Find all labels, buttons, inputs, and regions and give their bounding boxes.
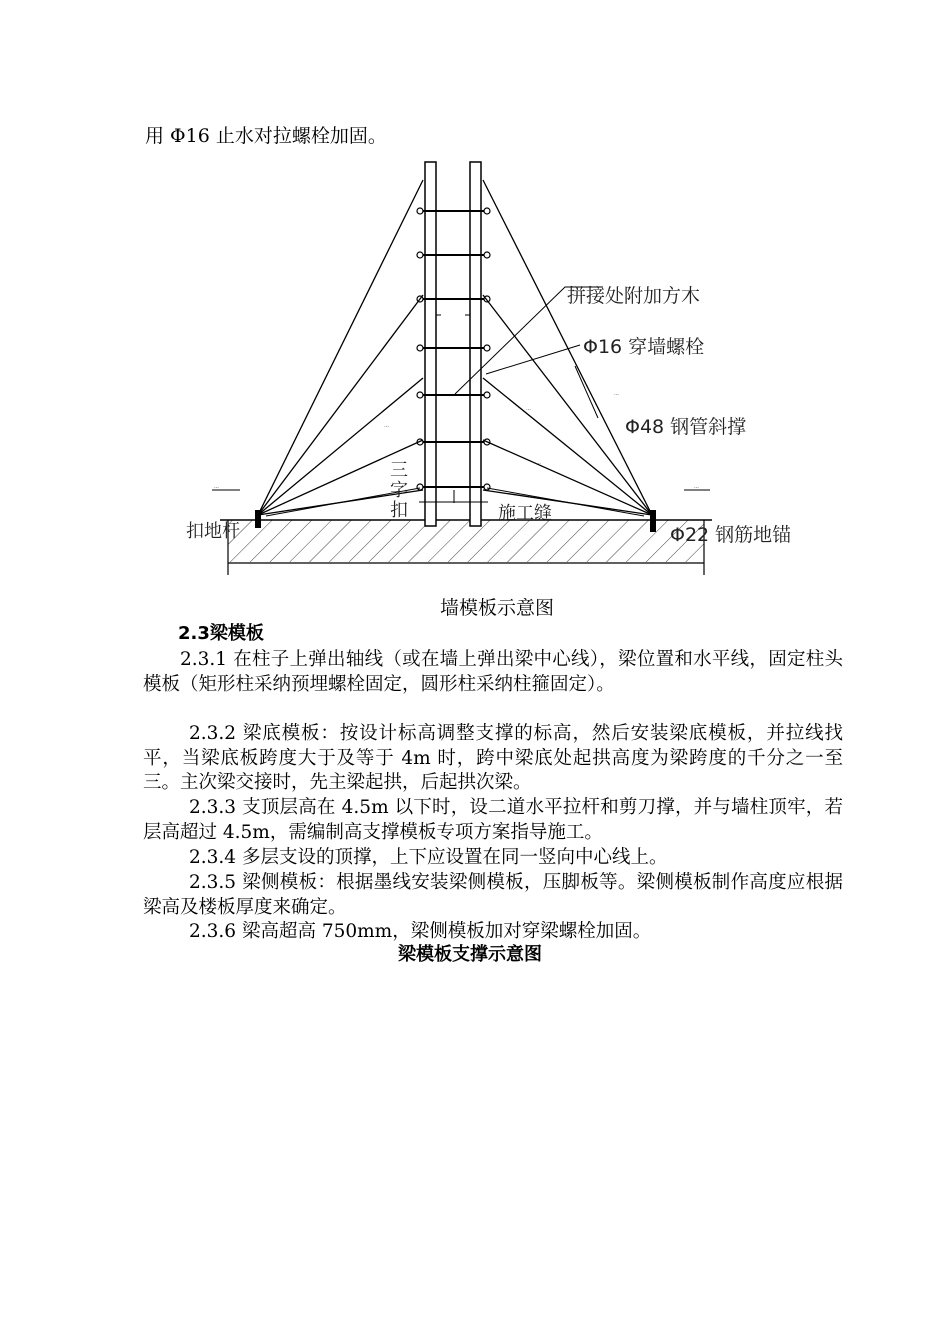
kick-bar-label: 扣地杆 — [186, 521, 240, 542]
svg-text:·-·: ·-· — [536, 461, 541, 467]
svg-text:·-·: ·-· — [614, 392, 619, 398]
paragraph-2-3-4: 2.3.4 多层支设的顶撑，上下应设置在同一竖向中心线上。 — [189, 847, 668, 868]
paragraph-2-3-6: 2.3.6 梁高超高 750mm，梁侧模板加对穿梁螺栓加固。 — [189, 921, 652, 942]
triple-clamp-label-2: 字 — [390, 480, 408, 501]
triple-clamp-label-1: 三 — [390, 460, 408, 481]
construction-joint-label: 施工缝 — [498, 503, 552, 524]
formwork-panels — [419, 162, 488, 526]
brace-label: Φ48 钢管斜撑 — [625, 416, 747, 438]
wall-formwork-diagram — [0, 0, 950, 600]
section-heading: 2.3梁模板 — [178, 623, 264, 644]
paragraph-2-3-3: 2.3.3 支顶层高在 4.5m 以下时，设二道水平拉杆和剪刀撑，并与墙柱顶牢，若层高超过 4.5m，需编制高支撑模板专项方案指导施工。 — [143, 797, 843, 843]
intro-line: 用 Φ16 止水对拉螺栓加固。 — [145, 125, 387, 147]
svg-text:·-·: ·-· — [214, 485, 219, 491]
beam-diagram-caption: 梁模板支撑示意图 — [398, 944, 542, 965]
paragraph-2-3-5: 2.3.5 梁侧模板：根据墨线安装梁侧模板，压脚板等。梁侧模板制作高度应根据梁高及楼板厚度来确定。 — [143, 872, 843, 918]
wall-diagram-caption: 墙模板示意图 — [440, 597, 555, 619]
ground-slab — [220, 520, 712, 575]
splice-label: 拼接处附加方木 — [567, 285, 701, 307]
svg-text:·-·: ·-· — [526, 407, 531, 413]
paragraph-2-3-1: 2.3.1 在柱子上弹出轴线（或在墙上弹出梁中心线），梁位置和水平线，固定柱头模板（矩形柱采纳预埋螺栓固定，圆形柱采纳柱箍固定）。 — [143, 649, 843, 695]
svg-text:·-·: ·-· — [694, 485, 699, 491]
triple-clamp-label-3: 扣 — [390, 500, 408, 521]
anchor-label: Φ22 钢筋地锚 — [670, 524, 792, 546]
svg-text:·-·: ·-· — [384, 424, 389, 430]
bolt-label: Φ16 穿墙螺栓 — [583, 336, 705, 358]
paragraph-2-3-2: 2.3.2 梁底模板：按设计标高调整支撑的标高，然后安装梁底模板，并拉线找平，当梁底板跨度大于及等于 4m 时，跨中梁底处起拱高度为梁跨度的千分之一至三。主次梁交接时，先主梁起拱，后起拱次梁。 — [143, 723, 843, 793]
